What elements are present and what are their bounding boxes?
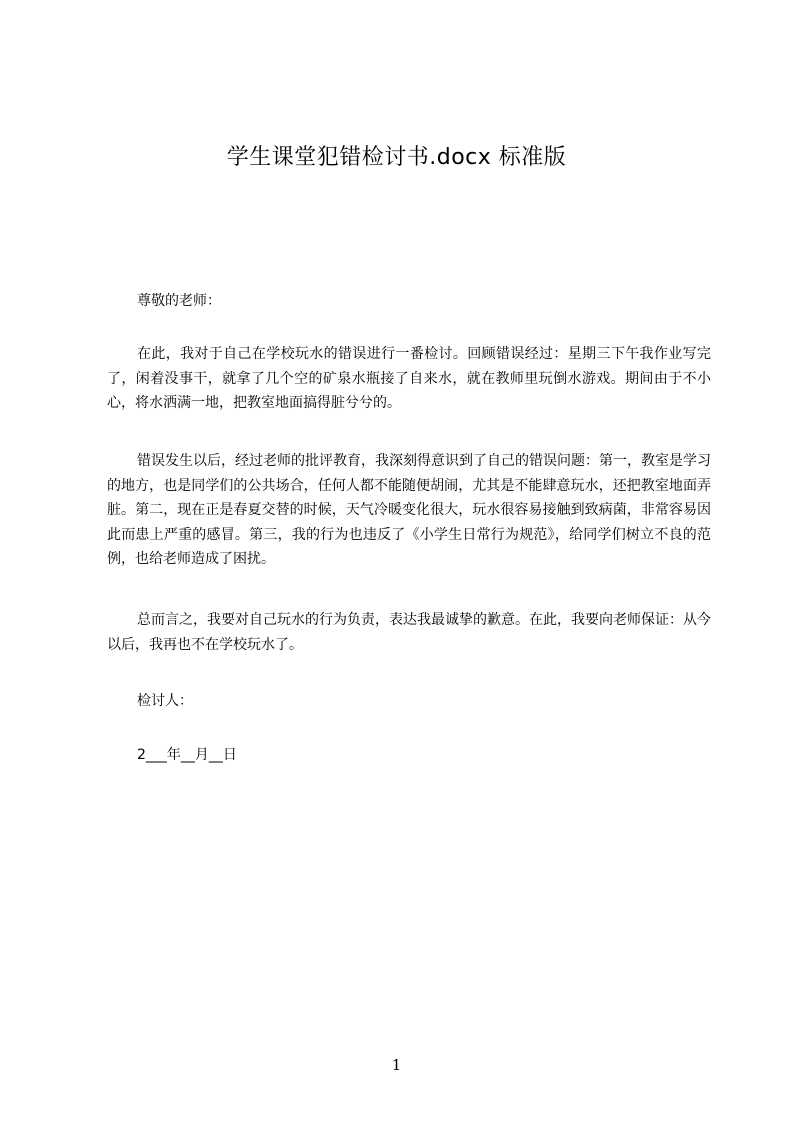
paragraph-conclusion: 总而言之，我要对自己玩水的行为负责，表达我最诚挚的歉意。在此，我要向老师保证：从今以后，我再也不在学校玩水了。 [107, 612, 711, 653]
paragraph-reflection: 错误发生以后，经过老师的批评教育，我深刻得意识到了自己的错误问题：第一，教室是学习的地方，也是同学们的公共场合，任何人都不能随便胡闹，尤其是不能肆意玩水，还把教室地面弄脏。第二，现在正是春夏交替的时候，天气冷暖变化很大，玩水很容易接触到致病菌，非常容易因此而患上严重的感冒。第三，我的行为也违反了《小学生日常行为规范》，给同学们树立不良的范例，也给老师造成了困扰。 [107, 453, 711, 567]
paragraph-incident: 在此，我对于自己在学校玩水的错误进行一番检讨。回顾错误经过：星期三下午我作业写完了，闲着没事干，就拿了几个空的矿泉水瓶接了自来水，就在教师里玩倒水游戏。期间由于不小心，将水洒满一地，把教室地面搞得脏兮兮的。 [107, 346, 711, 411]
document-title: 学生课堂犯错检讨书.docx 标准版 [226, 145, 567, 170]
date-line: 2___年__月__日 [137, 747, 237, 763]
salutation: 尊敬的老师： [137, 293, 221, 309]
page-number: 1 [391, 1056, 402, 1074]
signer-label: 检讨人： [137, 693, 193, 709]
